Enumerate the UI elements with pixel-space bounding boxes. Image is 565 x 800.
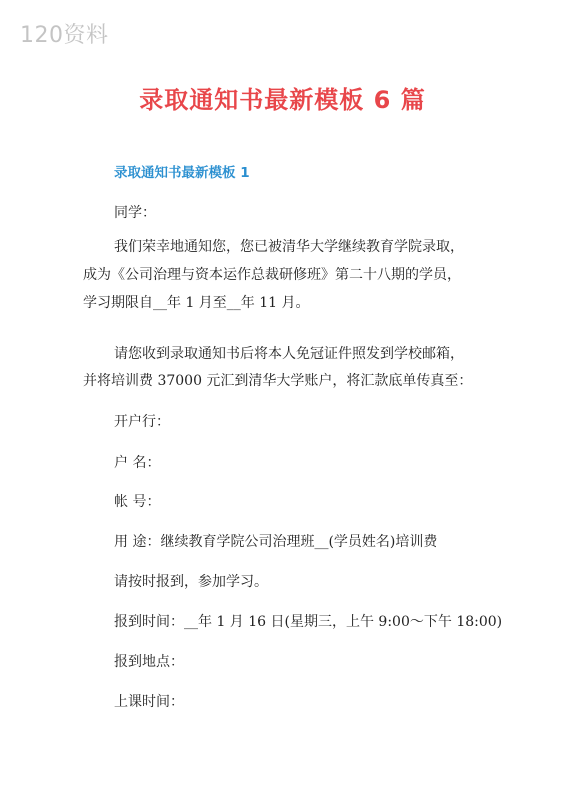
paragraph-line: 请您收到录取通知书后将本人免冠证件照发到学校邮箱，: [114, 346, 464, 362]
paragraph-line: 学习期限自__年 1 月至__年 11 月。: [83, 295, 310, 311]
paragraph-line: 请按时报到，参加学习。: [114, 574, 268, 590]
paragraph-line: 并将培训费 37000 元汇到清华大学账户，将汇款底单传真至：: [83, 373, 473, 389]
account-number-field: 帐 号：: [114, 494, 161, 510]
purpose-field: 用 途：继续教育学院公司治理班__(学员姓名)培训费: [114, 534, 438, 550]
report-time-field: 报到时间：__年 1 月 16 日(星期三，上午 9:00～下午 18:00): [114, 614, 503, 630]
class-time-field: 上课时间：: [114, 694, 184, 710]
section-heading: 录取通知书最新模板 1: [114, 165, 250, 181]
report-location-field: 报到地点：: [114, 654, 184, 670]
account-name-field: 户 名：: [114, 455, 161, 471]
paragraph-line: 我们荣幸地通知您，您已被清华大学继续教育学院录取，: [114, 239, 464, 255]
paragraph-line: 成为《公司治理与资本运作总裁研修班》第二十八期的学员，: [83, 267, 461, 283]
bank-field: 开户行：: [114, 414, 170, 430]
watermark: 120资料: [20, 23, 109, 48]
document-title: 录取通知书最新模板 6 篇: [139, 86, 426, 114]
salutation: 同学：: [114, 205, 156, 221]
